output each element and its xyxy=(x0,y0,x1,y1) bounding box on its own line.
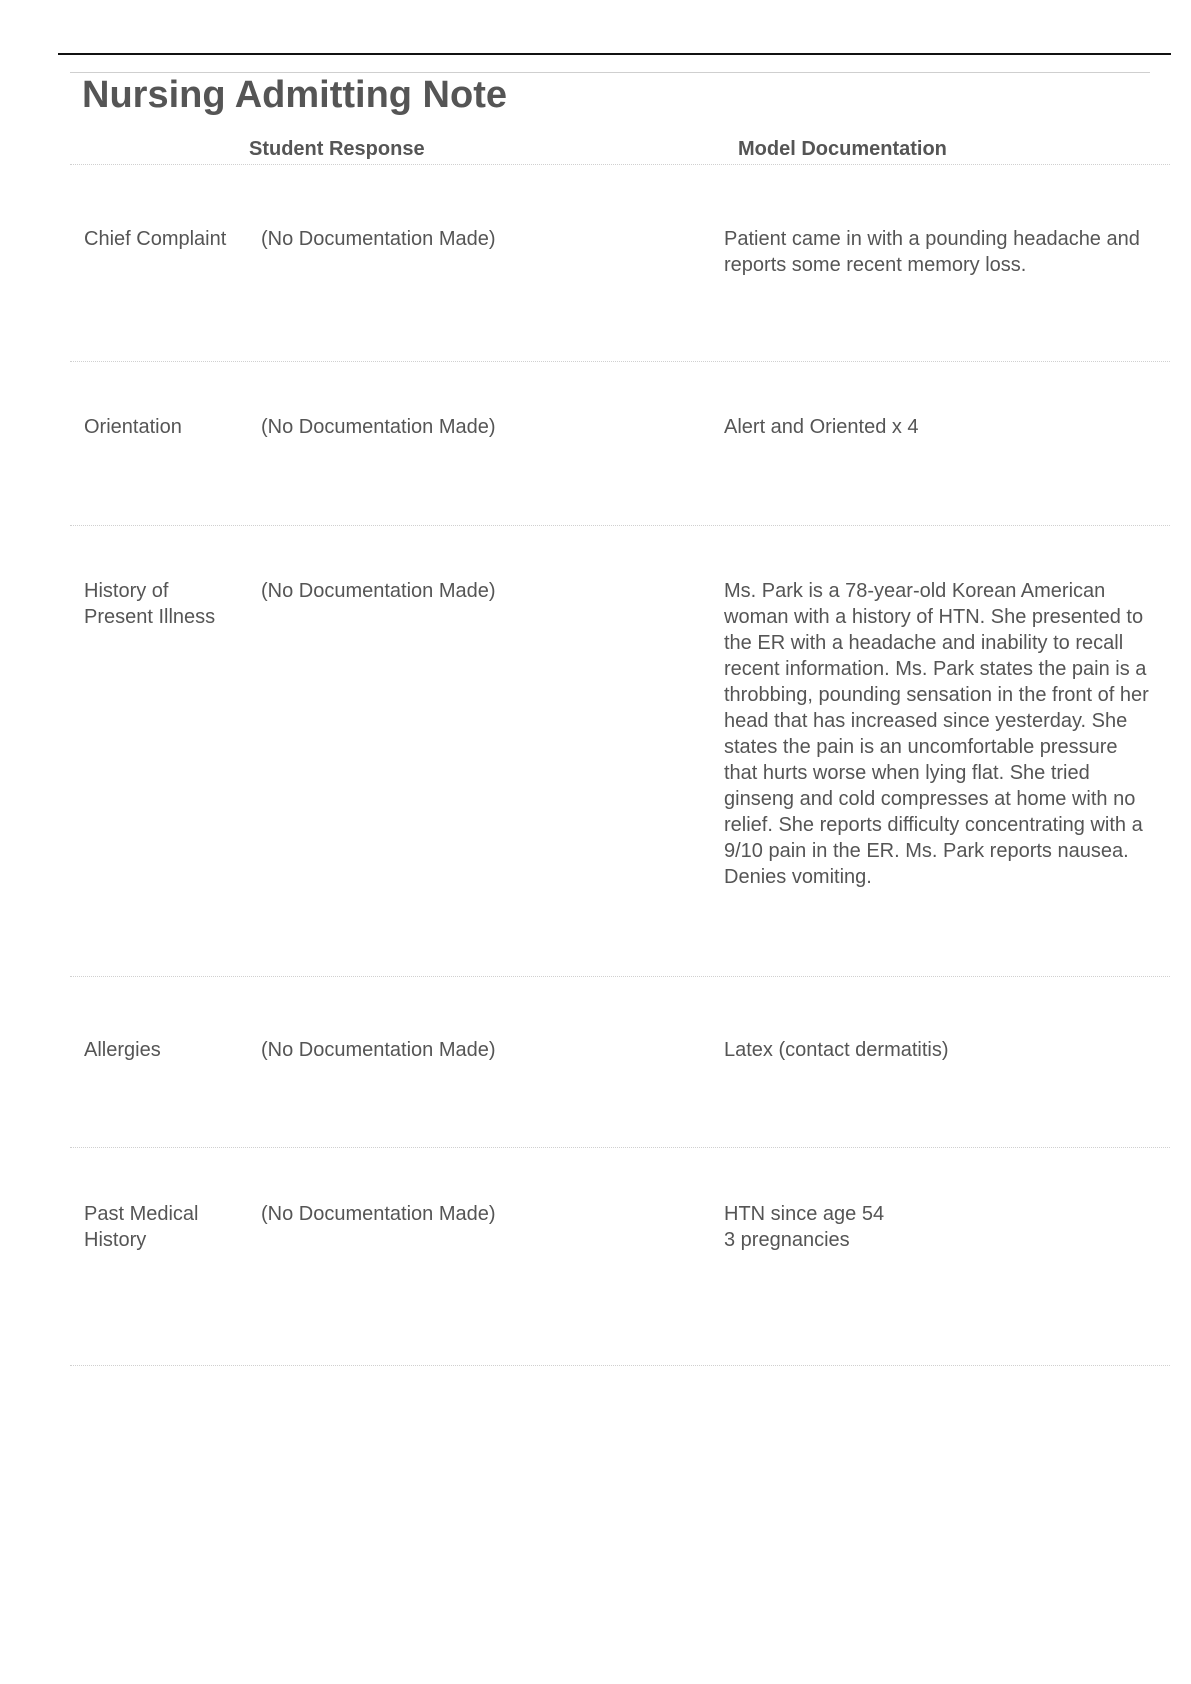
row-divider xyxy=(70,361,1170,362)
column-header-student-response: Student Response xyxy=(249,138,425,160)
model-line: the ER with a headache and inability to recall xyxy=(724,632,1124,654)
model-line: Alert and Oriented x 4 xyxy=(724,416,919,438)
model-line: Ms. Park is a 78-year-old Korean American xyxy=(724,580,1106,602)
row-label-line: History of xyxy=(84,580,169,602)
model-line: relief. She reports difficulty concentrating with a xyxy=(724,814,1143,836)
model-line: ginseng and cold compresses at home with no xyxy=(724,788,1136,810)
model-line: Patient came in with a pounding headache and xyxy=(724,228,1140,250)
model-line: Denies vomiting. xyxy=(724,866,872,888)
model-line: 9/10 pain in the ER. Ms. Park reports nausea. xyxy=(724,840,1129,862)
row-label xyxy=(84,578,244,630)
model-documentation xyxy=(724,226,1154,278)
row-label-line: Allergies xyxy=(84,1039,161,1061)
model-line: throbbing, pounding sensation in the front of her xyxy=(724,684,1149,706)
model-line: recent information. Ms. Park states the pain is a xyxy=(724,658,1147,680)
column-header-model-documentation: Model Documentation xyxy=(738,138,947,160)
model-documentation xyxy=(724,414,1154,440)
model-line: HTN since age 54 xyxy=(724,1203,885,1225)
student-response: (No Documentation Made) xyxy=(261,1039,496,1061)
model-line: that hurts worse when lying flat. She tried xyxy=(724,762,1090,784)
model-documentation xyxy=(724,1201,1154,1253)
row-label-line: Present Illness xyxy=(84,606,216,628)
page-title: Nursing Admitting Note xyxy=(82,74,507,116)
row-divider xyxy=(70,1365,1170,1366)
row-label xyxy=(84,1037,244,1063)
model-line: head that has increased since yesterday. She xyxy=(724,710,1128,732)
student-response: (No Documentation Made) xyxy=(261,228,496,250)
row-label-line: History xyxy=(84,1229,147,1251)
student-response: (No Documentation Made) xyxy=(261,416,496,438)
row-label-line: Past Medical xyxy=(84,1203,199,1225)
row-label xyxy=(84,226,244,252)
row-label xyxy=(84,414,244,440)
row-divider xyxy=(70,525,1170,526)
model-line: woman with a history of HTN. She presented to xyxy=(724,606,1144,628)
title-rule xyxy=(70,72,1150,73)
model-line: states the pain is an uncomfortable pressure xyxy=(724,736,1118,758)
model-documentation xyxy=(724,1037,1154,1063)
model-line: Latex (contact dermatitis) xyxy=(724,1039,949,1061)
row-label xyxy=(84,1201,244,1253)
row-label-line: Chief Complaint xyxy=(84,228,227,250)
row-label-line: Orientation xyxy=(84,416,182,438)
model-documentation xyxy=(724,578,1154,890)
student-response: (No Documentation Made) xyxy=(261,1203,496,1225)
row-divider xyxy=(70,976,1170,977)
row-divider xyxy=(70,1147,1170,1148)
model-line: reports some recent memory loss. xyxy=(724,254,1027,276)
model-line: 3 pregnancies xyxy=(724,1229,850,1251)
top-rule xyxy=(58,53,1171,55)
student-response: (No Documentation Made) xyxy=(261,580,496,602)
header-divider xyxy=(70,164,1170,165)
